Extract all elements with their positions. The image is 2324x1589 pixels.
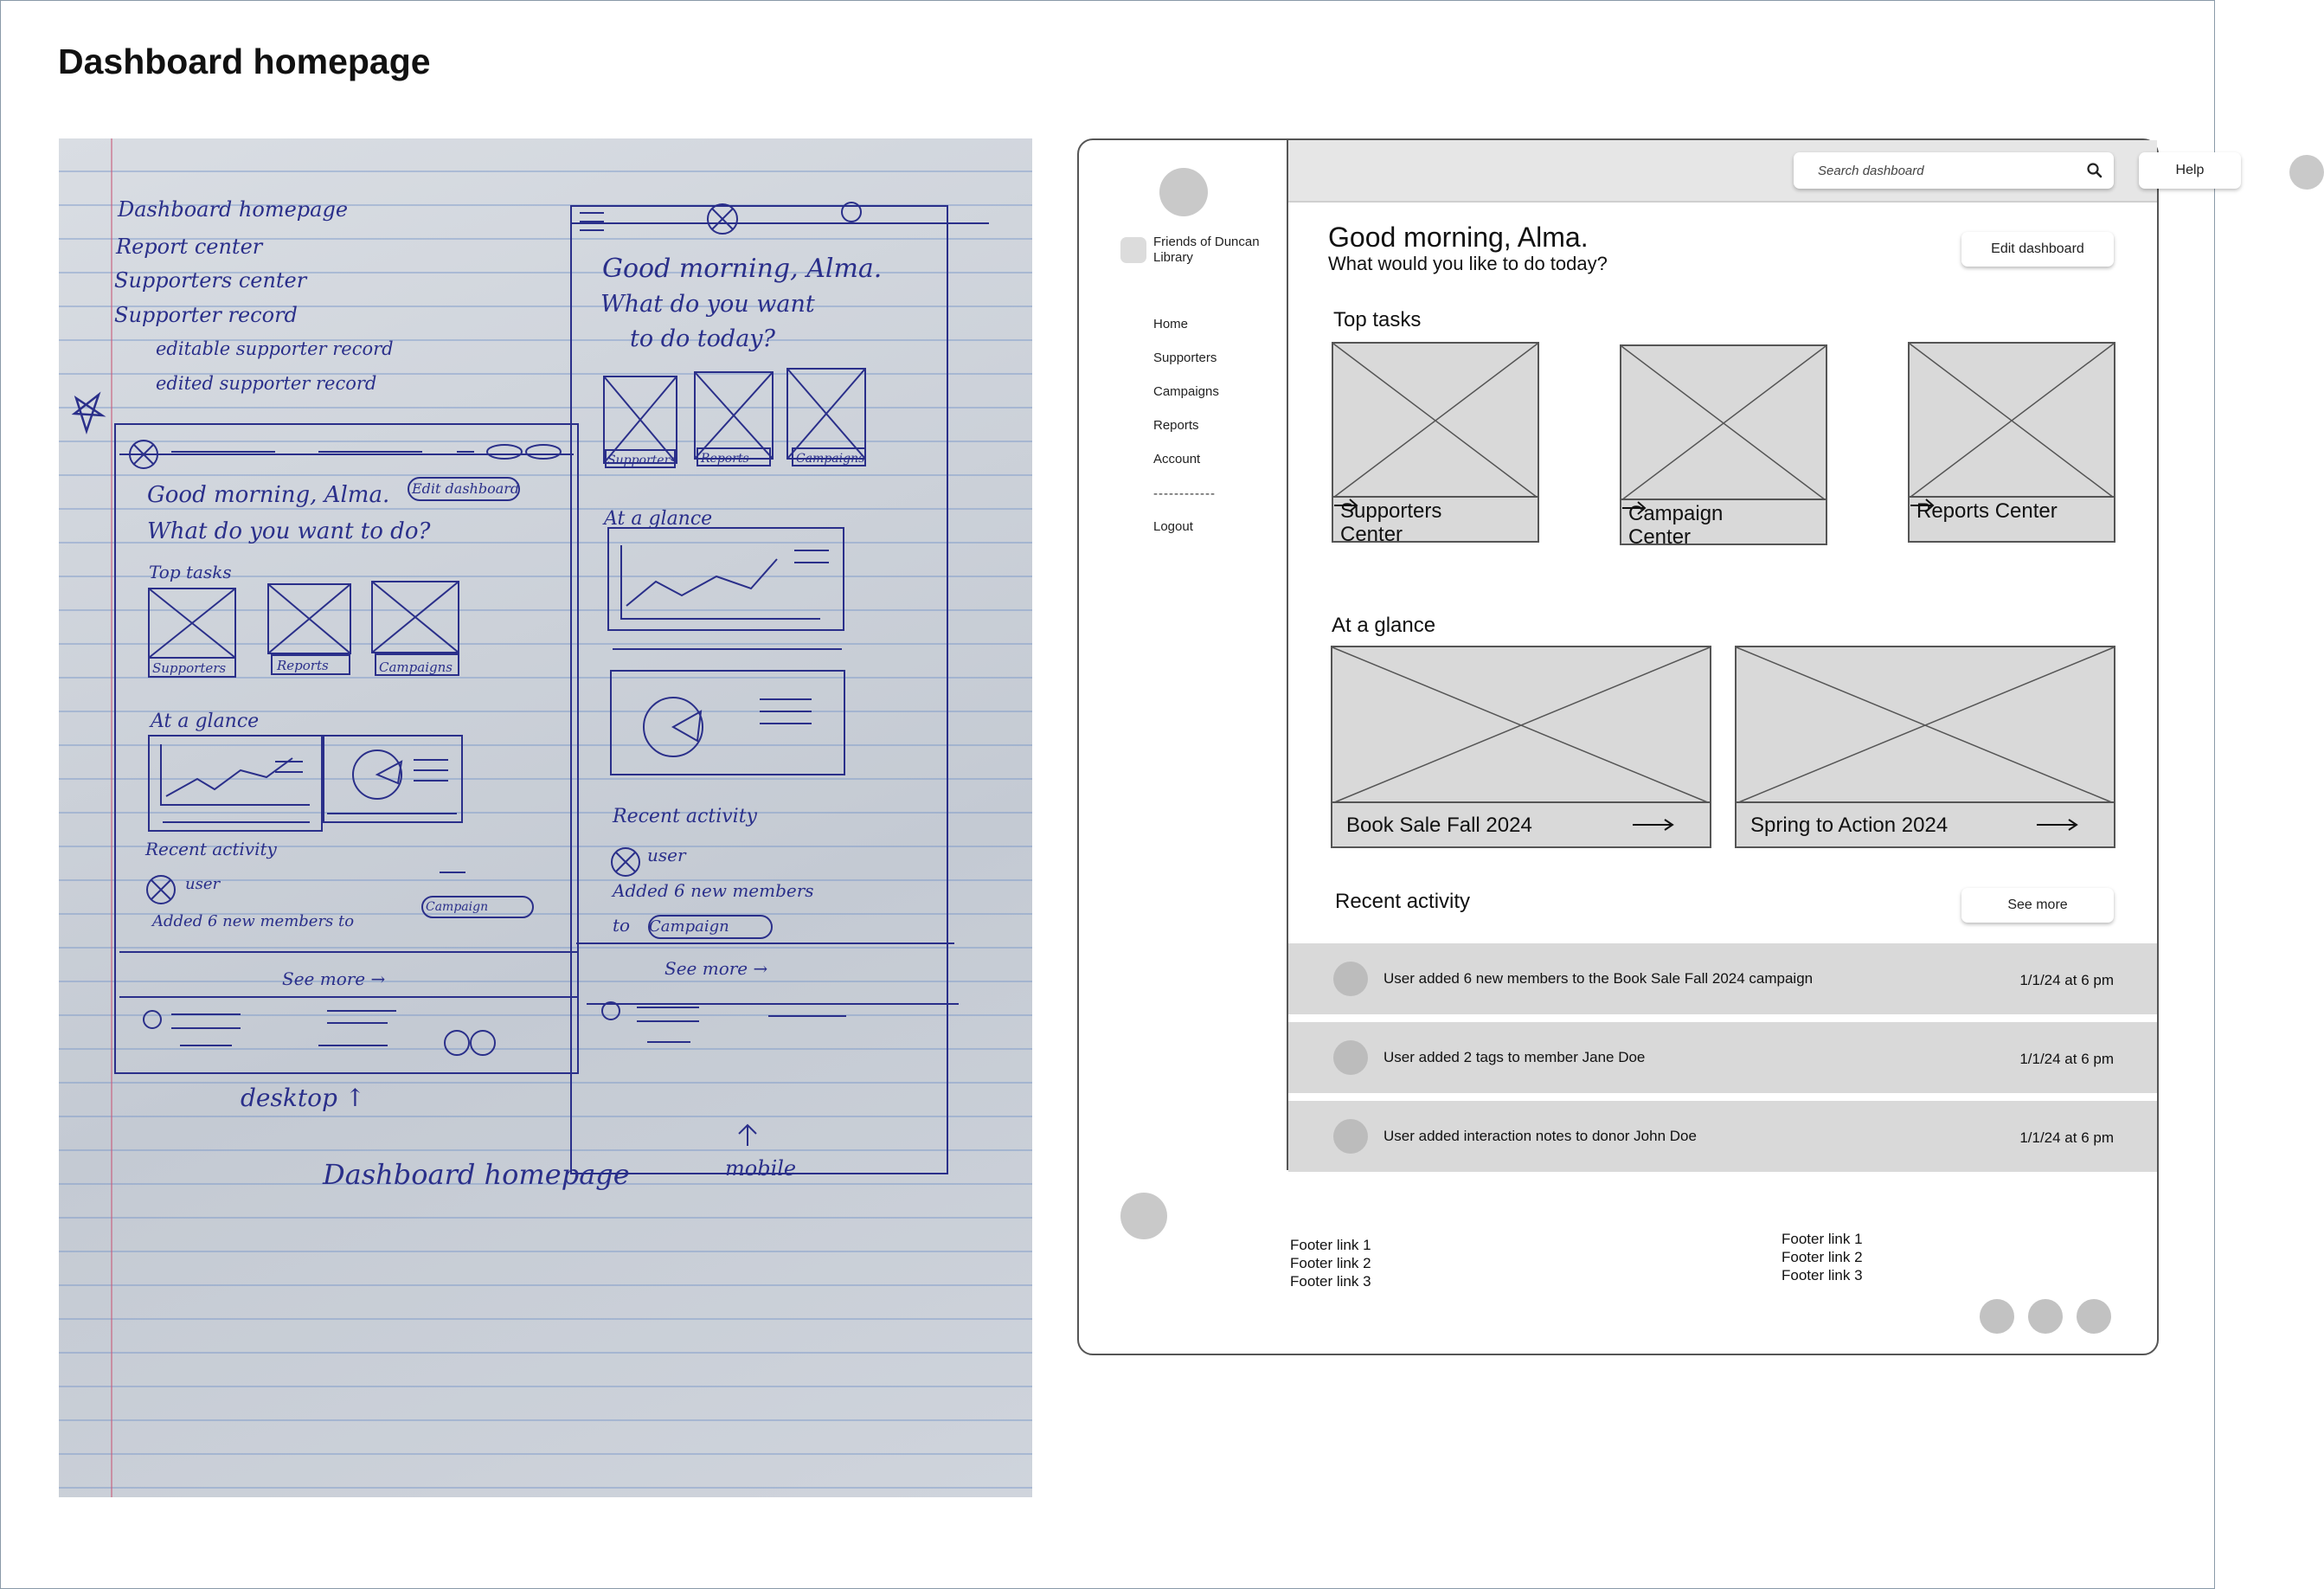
sketch-mobile-glance: At a glance <box>604 508 713 530</box>
activity-time: 1/1/24 at 6 pm <box>2019 1129 2114 1146</box>
activity-text: User added interaction notes to donor John Doe <box>1383 1128 1697 1144</box>
page-title: Dashboard homepage <box>58 42 431 81</box>
sketch-mobile-recent: Recent activity <box>613 806 757 827</box>
sketch-see-more: See more → <box>282 968 386 989</box>
sketch-question: What do you want to do? <box>147 518 431 544</box>
org-icon <box>1120 237 1146 263</box>
sketch-desktop-label: desktop ↑ <box>241 1084 366 1112</box>
wireframe-dashboard <box>1077 138 2205 1355</box>
social-icon[interactable] <box>2077 1299 2111 1334</box>
subgreeting: What would you like to do today? <box>1328 253 1608 274</box>
image-placeholder-icon <box>1910 344 2114 498</box>
org-name: Friends of Duncan Library <box>1153 235 1260 265</box>
arrow-right-icon <box>2036 817 2079 833</box>
sketch-mobile-task: Supporters <box>607 454 677 467</box>
sketch-task-label: Reports <box>277 658 329 673</box>
image-placeholder-icon <box>1621 346 1826 500</box>
search-input[interactable] <box>1794 152 2086 189</box>
sketch-user: user <box>185 875 221 893</box>
hand-sketch-photo <box>59 138 1032 1497</box>
task-card-reports[interactable] <box>1908 342 2115 543</box>
search-icon[interactable] <box>2086 162 2103 179</box>
arrow-right-icon <box>1621 500 1647 516</box>
sketch-mobile-question: What do you want <box>600 291 815 318</box>
task-label: Campaign Center <box>1628 502 1724 549</box>
activity-time: 1/1/24 at 6 pm <box>2019 1051 2114 1067</box>
social-icon[interactable] <box>2028 1299 2063 1334</box>
nav-item-home[interactable]: Home <box>1153 317 1189 331</box>
image-placeholder-icon <box>1332 647 1710 803</box>
top-header <box>1288 140 2205 203</box>
sketch-edit-dashboard: Edit dashboard <box>412 480 520 497</box>
sketch-mobile-greeting: Good morning, Alma. <box>602 254 883 284</box>
sketch-mobile-question: to do today? <box>630 325 776 352</box>
sketch-mobile-user: user <box>647 845 686 865</box>
image-placeholder-icon <box>1737 647 2114 803</box>
arrow-right-icon <box>1333 498 1359 513</box>
greeting: Good morning, Alma. <box>1328 222 1589 253</box>
activity-avatar <box>1333 962 1368 996</box>
activity-avatar <box>1333 1119 1368 1154</box>
footer-link[interactable]: Footer link 1 <box>1782 1231 1863 1247</box>
sketch-mobile-activity: Added 6 new members <box>613 880 814 901</box>
sidebar <box>1079 140 1288 1170</box>
activity-text: User added 6 new members to the Book Sale Fall 2024 campaign <box>1383 970 1814 987</box>
glance-card-book-sale[interactable] <box>1331 646 1711 848</box>
glance-caption <box>1735 801 2115 848</box>
activity-avatar <box>1333 1040 1368 1075</box>
task-card-supporters[interactable] <box>1332 342 1539 546</box>
sketch-top-tasks: Top tasks <box>149 562 232 582</box>
nav-item-supporters[interactable]: Supporters <box>1153 351 1217 365</box>
edit-dashboard-button[interactable]: Edit dashboard <box>1961 232 2114 267</box>
nav-item-campaigns[interactable]: Campaigns <box>1153 384 1219 399</box>
top-tasks-label: Top tasks <box>1333 308 1422 331</box>
sketch-greeting: Good morning, Alma. <box>147 482 390 508</box>
sketch-note: edited supporter record <box>156 373 377 394</box>
footer-link[interactable]: Footer link 1 <box>1290 1237 1371 1253</box>
activity-text: User added 2 tags to member Jane Doe <box>1383 1049 1646 1065</box>
footer-links-col-2 <box>1782 1230 1863 1284</box>
task-label: Reports Center <box>1916 499 2058 523</box>
sketch-recent-activity: Recent activity <box>145 839 277 859</box>
nav-item-logout[interactable]: Logout <box>1153 519 1193 534</box>
activity-row[interactable] <box>1288 1101 2157 1172</box>
sketch-at-a-glance: At a glance <box>151 711 260 732</box>
footer-link[interactable]: Footer link 3 <box>1782 1267 1863 1283</box>
glance-label: Spring to Action 2024 <box>1750 814 1948 837</box>
logo-placeholder <box>1159 168 1208 216</box>
glance-card-spring-to-action[interactable] <box>1735 646 2115 848</box>
sketch-mobile-task: Campaigns <box>796 452 865 466</box>
activity-row[interactable] <box>1288 1022 2157 1093</box>
recent-activity-label: Recent activity <box>1335 890 1471 913</box>
footer-links-col-1 <box>1290 1236 1371 1290</box>
nav-divider: ------------ <box>1153 486 1216 501</box>
image-placeholder-icon <box>1333 344 1538 498</box>
activity-row[interactable] <box>1288 943 2157 1014</box>
sketch-activity: Added 6 new members to <box>152 912 355 930</box>
task-caption <box>1908 496 2115 543</box>
sketch-task-label: Campaigns <box>379 659 453 675</box>
at-a-glance-label: At a glance <box>1332 614 1436 637</box>
task-caption <box>1332 496 1539 546</box>
sketch-mobile-label: mobile <box>725 1156 797 1180</box>
task-label: Supporters Center <box>1340 499 1442 546</box>
user-avatar[interactable] <box>2289 155 2324 190</box>
glance-caption <box>1331 801 1711 848</box>
activity-time: 1/1/24 at 6 pm <box>2019 972 2114 988</box>
help-button[interactable]: Help <box>2139 152 2241 189</box>
sketch-note: Dashboard homepage <box>118 197 349 222</box>
footer-link[interactable]: Footer link 2 <box>1290 1255 1371 1271</box>
nav-item-reports[interactable]: Reports <box>1153 418 1199 433</box>
sketch-mobile-activity: to <box>613 915 631 936</box>
footer-logo-placeholder <box>1120 1193 1167 1239</box>
sketch-mobile-see-more: See more → <box>664 958 768 979</box>
footer-link[interactable]: Footer link 2 <box>1782 1249 1863 1265</box>
search-box <box>1794 152 2114 189</box>
sketch-note: editable supporter record <box>156 338 394 359</box>
sketch-footer-caption: Dashboard homepage <box>323 1158 630 1191</box>
sketch-note: Report center <box>116 235 263 259</box>
sketch-note: Supporters center <box>114 268 307 293</box>
sketch-mobile-task: Reports <box>701 452 749 466</box>
arrow-right-icon <box>1910 498 1936 513</box>
sketch-mobile-campaign: Campaign <box>649 917 729 936</box>
sketch-drawing <box>59 138 1032 1497</box>
sketch-note: Supporter record <box>114 303 298 327</box>
task-card-campaigns[interactable] <box>1620 344 1827 549</box>
sketch-campaign-chip: Campaign <box>426 900 489 914</box>
social-icon[interactable] <box>1980 1299 2014 1334</box>
footer-link[interactable]: Footer link 3 <box>1290 1273 1371 1290</box>
task-caption <box>1620 499 1827 549</box>
arrow-right-icon <box>1632 817 1675 833</box>
glance-label: Book Sale Fall 2024 <box>1346 814 1532 837</box>
sketch-task-label: Supporters <box>152 660 227 676</box>
see-more-button[interactable]: See more <box>1961 888 2114 923</box>
nav-item-account[interactable]: Account <box>1153 452 1201 466</box>
